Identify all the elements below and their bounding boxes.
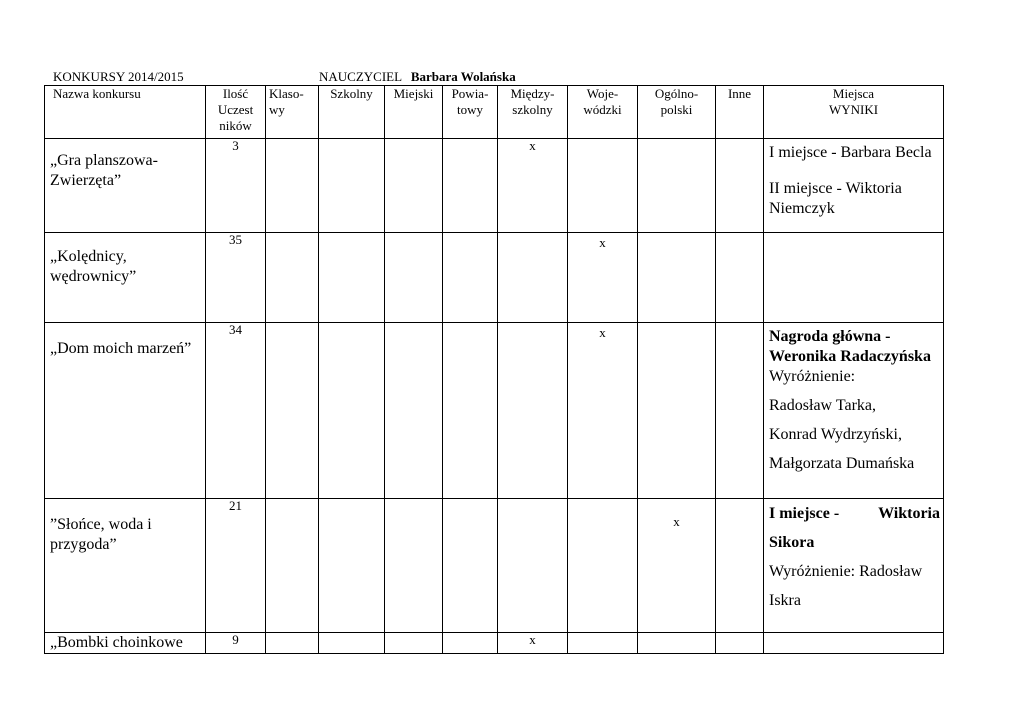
contest-name: „Bombki choinkowe <box>45 633 206 654</box>
document-header <box>53 69 516 85</box>
document-title: KONKURSY 2014/2015 <box>53 69 184 84</box>
result-line: Konrad Wydrzyński, <box>769 426 902 443</box>
main-prize: Nagroda główna - Weronika Radaczyńska <box>769 328 931 365</box>
table-header-row <box>45 86 944 139</box>
distinction-label: Wyróżnienie: <box>769 368 856 385</box>
contest-name: „Gra planszowa-Zwierzęta” <box>45 139 206 233</box>
col-header-inter-school: Między- szkolny <box>498 86 568 139</box>
results-cell <box>764 139 944 233</box>
table-row <box>45 499 944 633</box>
result-line: Małgorzata Dumańska <box>769 455 915 472</box>
level-mark: x <box>568 323 638 499</box>
teacher-info <box>319 69 516 85</box>
participant-count: 34 <box>206 323 266 499</box>
contest-name: ”Słońce, woda i przygoda” <box>45 499 206 633</box>
table-row <box>45 233 944 323</box>
col-header-city: Miejski <box>385 86 443 139</box>
result-line: Radosław Tarka, <box>769 397 876 414</box>
col-header-name: Nazwa konkursu <box>45 86 206 139</box>
result-line: II miejsce - Wiktoria Niemczyk <box>769 180 902 217</box>
distinction: Wyróżnienie: Radosław Iskra <box>769 563 923 609</box>
col-header-results: Miejsca WYNIKI <box>764 86 944 139</box>
result-line: I miejsce - Barbara Becla <box>769 144 932 161</box>
table-row <box>45 139 944 233</box>
result-text: I miejsce - <box>769 505 840 522</box>
participant-count: 3 <box>206 139 266 233</box>
teacher-label: NAUCZYCIEL <box>319 69 402 84</box>
participant-count: 35 <box>206 233 266 323</box>
col-header-count: Ilość Uczest ników <box>206 86 266 139</box>
col-header-other: Inne <box>716 86 764 139</box>
contest-name: „Dom moich marzeń” <box>45 323 206 499</box>
result-text: Wiktoria <box>878 505 940 522</box>
col-header-school: Szkolny <box>319 86 385 139</box>
col-header-national: Ogólno- polski <box>638 86 716 139</box>
level-mark: x <box>638 499 716 633</box>
level-mark: x <box>498 139 568 233</box>
results-cell <box>764 499 944 633</box>
contest-name: „Kolędnicy, wędrownicy” <box>45 233 206 323</box>
col-header-class: Klaso- wy <box>266 86 319 139</box>
table-row <box>45 633 944 654</box>
col-header-voivodeship: Woje- wódzki <box>568 86 638 139</box>
first-place <box>769 499 940 528</box>
results-cell <box>764 323 944 499</box>
participant-count: 9 <box>206 633 266 654</box>
teacher-name: Barbara Wolańska <box>410 69 516 84</box>
contests-table <box>44 85 944 654</box>
level-mark: x <box>498 633 568 654</box>
table-row <box>45 323 944 499</box>
col-header-county: Powia- towy <box>443 86 498 139</box>
result-text: Sikora <box>769 534 815 551</box>
level-mark: x <box>568 233 638 323</box>
participant-count: 21 <box>206 499 266 633</box>
